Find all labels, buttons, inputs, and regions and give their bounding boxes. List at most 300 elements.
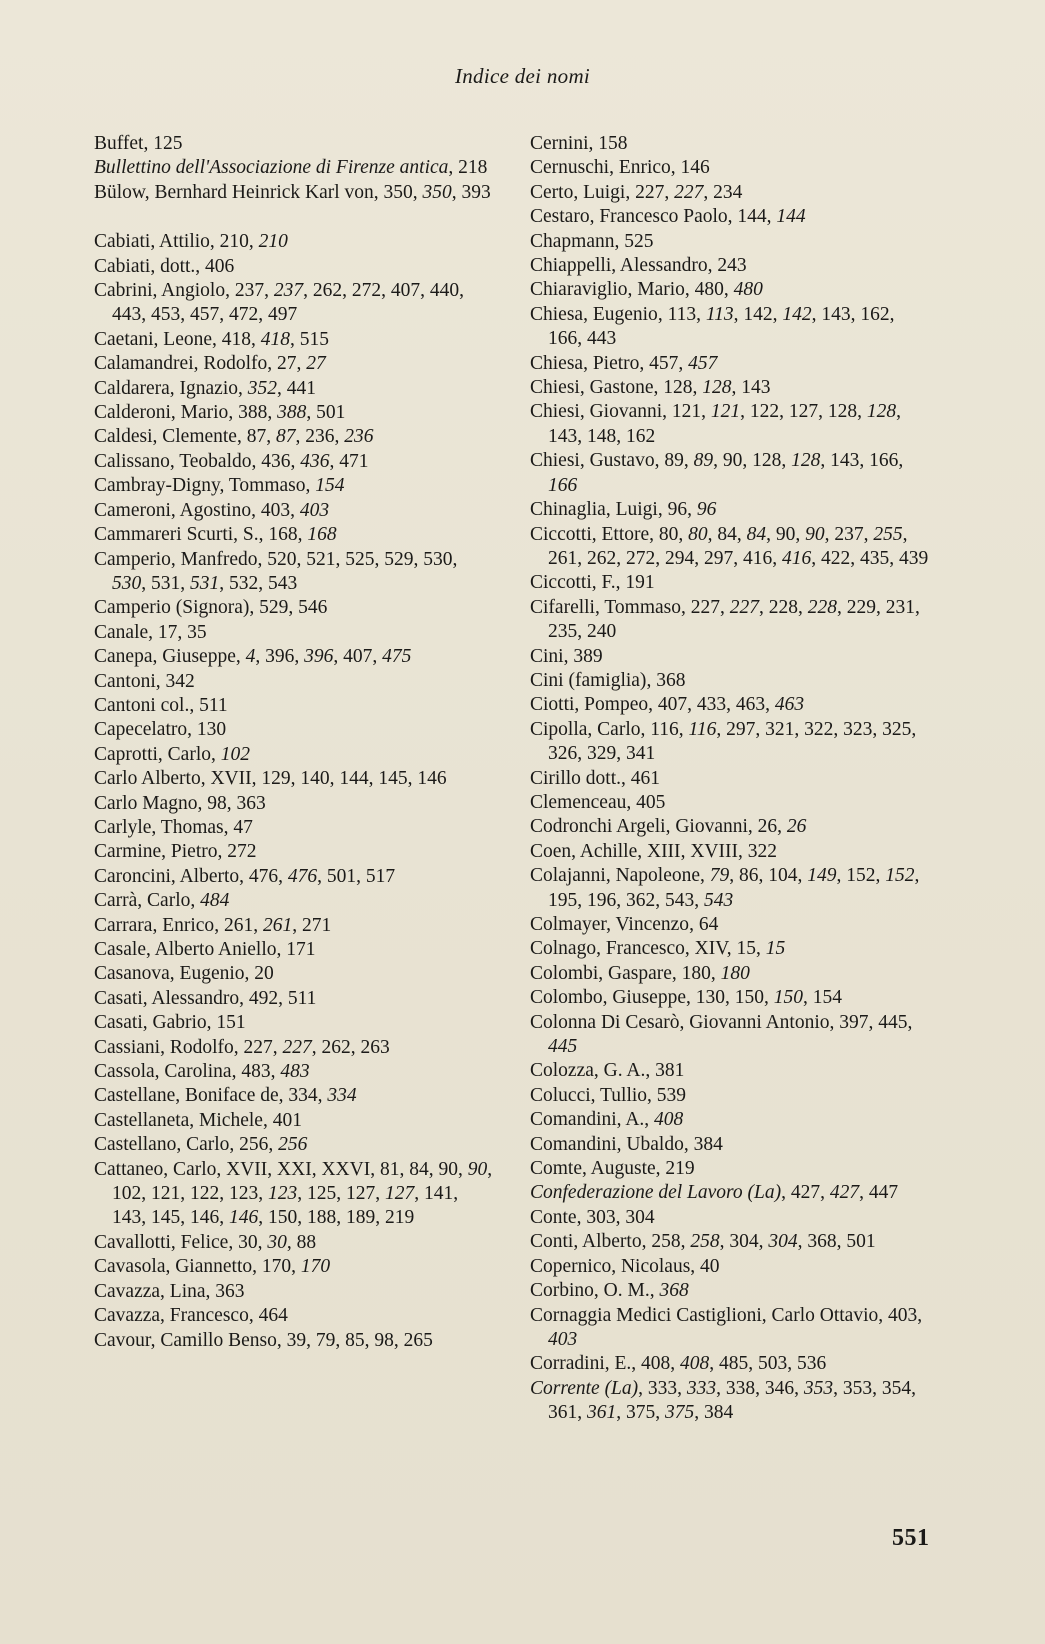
entry-name: Colozza, G. A.: [530, 1060, 646, 1082]
page-ref: 87: [246, 426, 267, 448]
page-ref: 304: [729, 1231, 759, 1253]
page-ref: 393: [461, 181, 491, 203]
index-entry: Chiesi, Gastone, 128, 128, 143: [530, 377, 771, 399]
page-ref: 338: [725, 1377, 756, 1399]
entry-name: Codronchi Argeli, Giovanni: [530, 816, 748, 838]
index-entry: Camperio (Signora), 529, 546: [94, 597, 328, 619]
page-ref: 261: [223, 914, 254, 936]
page-ref: 15: [765, 938, 786, 960]
index-entry: Buffet, 125: [94, 133, 183, 154]
index-entry: Castellano, Carlo, 256, 256: [94, 1134, 308, 1156]
page-ref: 503: [758, 1353, 788, 1375]
page-ref: 150: [268, 1207, 298, 1229]
page-ref: 403: [888, 1304, 918, 1326]
page-ref: 521: [306, 548, 336, 570]
entry-name: Chiesi, Gastone: [530, 377, 654, 399]
page-ref: 334: [288, 1085, 318, 1107]
entry-name: Conti, Alberto: [530, 1231, 642, 1253]
page-ref: 272: [227, 841, 257, 863]
page-ref: 195: [548, 889, 578, 911]
page-ref: 397: [839, 1011, 869, 1033]
index-entry: Comte, Auguste, 219: [530, 1158, 695, 1180]
index-entry: Castellane, Boniface de, 334, 334: [94, 1085, 357, 1107]
page-ref: 127: [788, 401, 819, 423]
page-ref: 436: [300, 450, 330, 472]
index-entry: Casanova, Eugenio, 20: [94, 963, 274, 985]
page-ref: 463: [735, 694, 766, 716]
page-ref: XIV: [694, 938, 727, 960]
page-ref: 90: [775, 523, 796, 545]
page-ref: 334: [327, 1085, 357, 1107]
index-entry: Colombo, Giuseppe, 130, 150, 150, 154: [530, 987, 842, 1009]
page-ref: 375: [626, 1402, 656, 1424]
page-ref: 116: [688, 718, 717, 740]
page-ref: 98: [207, 792, 227, 814]
page-ref: 353: [803, 1377, 834, 1399]
page-ref: 231: [885, 596, 916, 618]
page-ref: 168: [268, 524, 298, 546]
entry-name: Chinaglia, Luigi: [530, 499, 658, 521]
page-ref: 129: [261, 768, 291, 790]
page-ref: XVII: [226, 1158, 268, 1180]
page-ref: 407: [343, 646, 373, 668]
page-ref: 363: [236, 792, 266, 814]
page-ref: 272: [351, 280, 382, 302]
index-entry: Caetani, Leone, 418, 418, 515: [94, 328, 330, 350]
page-ref: 406: [205, 255, 235, 277]
page-ref: 27: [277, 353, 297, 375]
index-entry: Carmine, Pietro, 272: [94, 841, 257, 863]
page-ref: 188: [307, 1207, 337, 1229]
page-ref: 480: [694, 279, 724, 301]
page-ref: 130: [196, 719, 227, 741]
page-ref: 26: [786, 816, 807, 838]
index-entry: Ciccotti, Ettore, 80, 80, 84, 84, 90, 90, 237, 255, 261, 262, 272, 294, 297, 416, 416, 422, 435, 439: [530, 523, 929, 569]
index-entry: Carlo Alberto, XVII, 129, 140, 144, 145, 146: [94, 768, 447, 790]
page-ref: 39: [286, 1329, 307, 1351]
page-ref: 422: [821, 547, 851, 569]
page-ref: 227: [674, 181, 704, 203]
page-ref: 333: [686, 1377, 717, 1399]
entry-name: Chiesa, Eugenio: [530, 303, 658, 325]
entry-name: Cabrini, Angiolo: [94, 280, 226, 302]
page-ref: 322: [804, 718, 834, 740]
page-ref: 236: [305, 426, 335, 448]
page-ref: 145: [151, 1207, 181, 1229]
entry-name: Castellane, Boniface de: [94, 1085, 279, 1107]
page-ref: 353: [842, 1377, 873, 1399]
page-ref: 511: [287, 987, 317, 1009]
page-ref: 543: [665, 889, 695, 911]
page-ref: 171: [286, 939, 316, 960]
page-ref: 256: [278, 1134, 308, 1156]
page-ref: 128: [663, 377, 693, 399]
page-ref: 116: [650, 718, 679, 740]
page-ref: 88: [296, 1231, 317, 1253]
page-ref: 26: [757, 816, 778, 838]
page-ref: 121: [151, 1183, 181, 1205]
page-ref: 445: [548, 1036, 578, 1058]
page-ref: 180: [720, 962, 750, 984]
entry-name: Bülow, Bernhard Heinrick Karl von: [94, 181, 374, 203]
entry-name: Castellano, Carlo: [94, 1134, 230, 1156]
entry-name: Cameroni, Agostino: [94, 499, 252, 521]
entry-name: Ciotti, Pompeo: [530, 694, 649, 716]
index-entry: Cornaggia Medici Castiglioni, Carlo Ottavio, 403, 403: [530, 1304, 923, 1350]
page-ref: 461: [630, 767, 661, 789]
page-ref: 326: [548, 743, 578, 765]
entry-name: Cornaggia Medici Castiglioni, Carlo Ottavio: [530, 1304, 879, 1326]
entry-name: Carlo Magno: [94, 792, 198, 814]
page-ref: 210: [219, 231, 249, 253]
page-ref: 255: [873, 523, 903, 545]
index-entry: Cini (famiglia), 368: [530, 669, 686, 691]
page-ref: XVII: [210, 768, 252, 790]
page-ref: 122: [749, 401, 780, 423]
page-ref: 530: [112, 572, 142, 594]
page-ref: 228: [807, 596, 838, 618]
entry-name: Caroncini, Alberto: [94, 865, 240, 887]
entry-name: Carlo Alberto: [94, 768, 201, 790]
entry-name: Colombo, Giuseppe: [530, 987, 686, 1009]
page-ref: 229: [846, 596, 877, 618]
index-entry: Colmayer, Vincenzo, 64: [530, 914, 719, 935]
entry-name: Camperio (Signora): [94, 597, 250, 619]
page-ref: 529: [259, 597, 289, 619]
index-entry: Cavour, Camillo Benso, 39, 79, 85, 98, 265: [94, 1329, 433, 1351]
index-entry: Comandini, A., 408: [530, 1109, 684, 1131]
page-ref: 361: [587, 1402, 617, 1424]
page-ref: 146: [190, 1207, 220, 1229]
index-entry: Cavasola, Giannetto, 170, 170: [94, 1256, 331, 1278]
index-entry: Copernico, Nicolaus, 40: [530, 1255, 720, 1277]
page-ref: 143: [112, 1207, 142, 1229]
page-ref: 142: [782, 303, 812, 325]
page-ref: 128: [752, 450, 782, 472]
page-ref: 443: [112, 304, 142, 326]
index-entry: Caprotti, Carlo, 102: [94, 743, 250, 765]
page-ref: 166: [548, 474, 578, 496]
index-entry: Chiesa, Eugenio, 113, 113, 142, 142, 143, 162, 166, 443: [530, 303, 895, 350]
index-entry: Capecelatro, 130: [94, 719, 227, 741]
page-ref: 405: [636, 791, 666, 813]
page-ref: 443: [587, 328, 617, 350]
entry-name: Calderoni, Mario: [94, 402, 229, 424]
page-ref: 149: [807, 865, 837, 887]
index-entry: Corbino, O. M., 368: [530, 1280, 689, 1302]
page-ref: 130: [695, 987, 725, 1009]
entry-name: Ciccotti, F.: [530, 572, 616, 594]
page-ref: 258: [690, 1231, 720, 1253]
page-ref: 142: [743, 303, 773, 325]
index-entry: Conte, 303, 304: [530, 1206, 655, 1228]
page-ref: 418: [221, 328, 252, 350]
page-ref: 243: [717, 255, 747, 277]
entry-name: Casati, Alessandro: [94, 987, 240, 1009]
page-ref: 368: [656, 669, 686, 691]
entry-name: Cipolla, Carlo: [530, 718, 641, 740]
page-ref: 90: [467, 1158, 488, 1180]
entry-name: Coen, Achille: [530, 840, 638, 862]
page-ref: 457: [688, 352, 718, 374]
index-entry: Casati, Gabrio, 151: [94, 1012, 246, 1034]
page-ref: 407: [390, 280, 421, 302]
page-ref: 262: [587, 547, 617, 569]
index-entry: Cantoni, 342: [94, 670, 195, 692]
page-ref: 168: [307, 524, 337, 546]
page-ref: 261: [262, 914, 293, 936]
index-entry: Caldarera, Ignazio, 352, 441: [94, 377, 317, 399]
index-entry: Colucci, Tullio, 539: [530, 1084, 687, 1106]
index-entry: Calissano, Teobaldo, 436, 436, 471: [94, 450, 369, 472]
page-ref: 228: [768, 596, 799, 618]
page-ref: 162: [860, 303, 890, 325]
entry-name: Chiaraviglio, Mario: [530, 279, 685, 301]
page-ref: 151: [216, 1012, 246, 1034]
page-number: 551: [892, 1525, 930, 1551]
page-ref: 303: [586, 1206, 616, 1228]
page-ref: 263: [360, 1036, 390, 1058]
page-ref: 272: [626, 547, 656, 569]
index-entry: Carrara, Enrico, 261, 261, 271: [94, 914, 332, 936]
index-entry: Caroncini, Alberto, 476, 476, 501, 517: [94, 865, 396, 887]
entry-name: Cavallotti, Felice: [94, 1231, 229, 1253]
page-ref: 323: [843, 718, 873, 740]
index-entry: Cammareri Scurti, S., 168, 168: [94, 524, 337, 546]
entry-name: Chiesi, Giovanni: [530, 401, 663, 423]
entry-name: Canale: [94, 621, 149, 643]
page-ref: 416: [743, 547, 773, 569]
entry-name: Casanova, Eugenio: [94, 963, 245, 985]
page-ref: 463: [774, 694, 805, 716]
page-ref: 531: [151, 572, 181, 594]
page-ref: 90: [805, 523, 825, 545]
page-ref: 4: [245, 646, 256, 668]
page-ref: 96: [696, 499, 717, 521]
entry-name: Carlyle, Thomas: [94, 816, 224, 838]
page-ref: 128: [791, 450, 821, 472]
index-entry: Calderoni, Mario, 388, 388, 501: [94, 402, 346, 424]
page-ref: 258: [651, 1231, 681, 1253]
page-ref: 480: [733, 279, 763, 301]
page-ref: 96: [667, 499, 688, 521]
page-ref: 47: [233, 816, 253, 838]
page-ref: 144: [776, 206, 806, 228]
entry-name: Comandini, A.: [530, 1109, 645, 1131]
page-ref: 227: [243, 1036, 273, 1058]
page-ref: 152: [885, 865, 915, 887]
page-ref: 152: [846, 865, 876, 887]
page-ref: 525: [624, 230, 654, 252]
index-entry: Cassiani, Rodolfo, 227, 227, 262, 263: [94, 1036, 390, 1058]
page-ref: 333: [647, 1377, 678, 1399]
entry-name: Canepa, Giuseppe: [94, 646, 236, 668]
page-ref: 154: [315, 475, 345, 497]
page-ref: 180: [681, 962, 711, 984]
page-ref: 150: [773, 987, 803, 1009]
page-ref: 436: [261, 450, 291, 472]
page-ref: 143: [741, 377, 771, 399]
page-ref: 396: [265, 646, 295, 668]
page-ref: 80: [658, 523, 679, 545]
page-ref: XXI: [277, 1158, 312, 1180]
index-entry: Chiaraviglio, Mario, 480, 480: [530, 279, 763, 301]
page-ref: 144: [339, 768, 369, 790]
index-entry: Caldesi, Clemente, 87, 87, 236, 236: [94, 426, 374, 448]
page-ref: 501: [846, 1231, 876, 1253]
page-ref: 271: [301, 914, 332, 936]
page-ref: 483: [280, 1061, 310, 1083]
page-ref: 416: [782, 547, 812, 569]
page-ref: 90: [722, 450, 743, 472]
page-ref: 128: [827, 401, 858, 423]
page-ref: 80: [688, 523, 708, 545]
index-entry: Carlyle, Thomas, 47: [94, 816, 253, 838]
entry-name: Clemenceau: [530, 791, 627, 813]
entry-name: Corradini, E.: [530, 1353, 632, 1375]
page-ref: 440: [429, 280, 460, 302]
index-entry: Chapmann, 525: [530, 230, 654, 252]
page-ref: 427: [790, 1182, 821, 1204]
page-ref: 128: [702, 377, 732, 399]
page-ref: 475: [382, 646, 412, 668]
entry-name: Cabiati, Attilio: [94, 231, 210, 253]
page-ref: 384: [693, 1133, 723, 1155]
page-ref: 388: [238, 402, 268, 424]
entry-name: Cernini: [530, 133, 589, 154]
page-ref: 445: [878, 1011, 908, 1033]
page-ref: 113: [705, 303, 734, 325]
page-ref: 141: [424, 1183, 454, 1205]
entry-name: Cabiati, dott.: [94, 255, 196, 277]
page-ref: 90: [438, 1158, 458, 1180]
entry-name: Carrà, Carlo: [94, 890, 191, 912]
entry-name: Copernico, Nicolaus: [530, 1255, 691, 1277]
page-ref: 352: [247, 377, 278, 399]
page-ref: 143: [821, 303, 851, 325]
index-entry: Chiesa, Pietro, 457, 457: [530, 352, 718, 374]
index-entry: Cantoni col., 511: [94, 694, 228, 716]
index-entry: Canepa, Giuseppe, 4, 396, 396, 407, 475: [94, 646, 412, 668]
page-ref: 35: [187, 621, 207, 643]
page-ref: 102: [220, 743, 250, 765]
page-ref: 98: [374, 1329, 394, 1351]
page-ref: 261: [548, 547, 578, 569]
page-ref: 102: [112, 1183, 142, 1205]
page-ref: 453: [151, 304, 181, 326]
page-ref: 27: [306, 353, 326, 375]
index-entry: Canale, 17, 35: [94, 621, 207, 643]
page-ref: 227: [729, 596, 760, 618]
page-ref: 464: [258, 1305, 288, 1327]
page-ref: 435: [860, 547, 890, 569]
page-ref: 227: [282, 1036, 312, 1058]
index-entry: Bullettino dell'Associazione di Firenze antica, 218: [94, 157, 488, 179]
running-head: Indice dei nomi: [454, 64, 591, 88]
entry-name: Confederazione del Lavoro (La): [530, 1182, 782, 1204]
page-ref: 472: [229, 304, 259, 326]
page-ref: 325: [882, 718, 912, 740]
entry-name: Cernuschi, Enrico: [530, 157, 671, 179]
page-ref: 89: [693, 450, 714, 472]
page-ref: 125: [307, 1183, 337, 1205]
page-ref: 543: [704, 889, 734, 911]
entry-name: Cini (famiglia): [530, 669, 647, 691]
page-ref: 529: [384, 548, 414, 570]
page-ref: 403: [548, 1328, 578, 1350]
index-entry: Cirillo dott., 461: [530, 767, 661, 789]
entry-name: Capecelatro: [94, 719, 188, 741]
page-ref: 447: [868, 1182, 899, 1204]
index-entry: Cabiati, Attilio, 210, 210: [94, 231, 288, 253]
page-ref: 113: [667, 303, 697, 325]
index-column-right: [530, 132, 930, 1426]
page-ref: 532: [229, 572, 259, 594]
entry-name: Chiesi, Gustavo: [530, 450, 655, 472]
page-ref: 531: [190, 572, 220, 594]
page-ref: 368: [807, 1231, 837, 1253]
entry-name: Colmayer, Vincenzo: [530, 914, 690, 935]
page-ref: 389: [573, 645, 603, 667]
page-ref: 511: [199, 694, 228, 716]
page-ref: 408: [654, 1109, 684, 1131]
entry-name: Calamandrei, Rodolfo: [94, 353, 268, 375]
index-entry: Cernuschi, Enrico, 146: [530, 157, 710, 179]
page-ref: 227: [690, 596, 721, 618]
index-entry: Carrà, Carlo, 484: [94, 890, 230, 912]
page-ref: 525: [345, 548, 375, 570]
page-ref: XIII: [646, 840, 681, 862]
page-ref: 297: [704, 547, 734, 569]
page-ref: 294: [665, 547, 695, 569]
page-ref: 497: [268, 304, 298, 326]
page-ref: 146: [680, 157, 710, 179]
index-entry: Ciccotti, F., 191: [530, 572, 655, 594]
page-ref: 86: [739, 865, 759, 887]
page-ref: 170: [261, 1256, 292, 1278]
entry-name: Corbino, O. M.: [530, 1280, 650, 1302]
entry-name: Cassola, Carolina: [94, 1061, 232, 1083]
entry-name: Chiesa, Pietro: [530, 352, 640, 374]
page-ref: 162: [626, 425, 656, 447]
page-ref: 341: [626, 743, 656, 765]
index-entry: Conti, Alberto, 258, 258, 304, 304, 368, 501: [530, 1231, 876, 1253]
page-ref: 322: [747, 840, 777, 862]
page-ref: 354: [881, 1377, 912, 1399]
entry-name: Colonna Di Cesarò, Giovanni Antonio: [530, 1011, 830, 1033]
page-ref: 64: [698, 914, 719, 935]
entry-name: Cambray-Digny, Tommaso: [94, 475, 306, 497]
page-ref: 166: [869, 450, 899, 472]
entry-name: Caldesi, Clemente: [94, 426, 237, 448]
page-ref: 484: [200, 890, 230, 912]
page-ref: 517: [365, 865, 396, 887]
entry-name: Cirillo dott.: [530, 767, 622, 789]
index-entry: Colnago, Francesco, XIV, 15, 15: [530, 938, 786, 960]
index-entry: Cini, 389: [530, 645, 603, 667]
index-entry: Chinaglia, Luigi, 96, 96: [530, 499, 717, 521]
entry-name: Cammareri Scurti, S.: [94, 524, 259, 546]
index-entry: Cabrini, Angiolo, 237, 237, 262, 272, 407, 440, 443, 453, 457, 472, 497: [94, 280, 464, 326]
page-ref: 485: [719, 1353, 749, 1375]
index-entry: Ciotti, Pompeo, 407, 433, 463, 463: [530, 694, 805, 716]
page-ref: 350: [383, 181, 413, 203]
page-ref: 439: [899, 547, 929, 569]
index-entry: Colonna Di Cesarò, Giovanni Antonio, 397, 445, 445: [530, 1011, 913, 1058]
page-ref: 543: [268, 572, 298, 594]
entry-name: Bullettino dell'Associazione di Firenze antica: [94, 157, 449, 179]
page-ref: 158: [598, 133, 628, 154]
